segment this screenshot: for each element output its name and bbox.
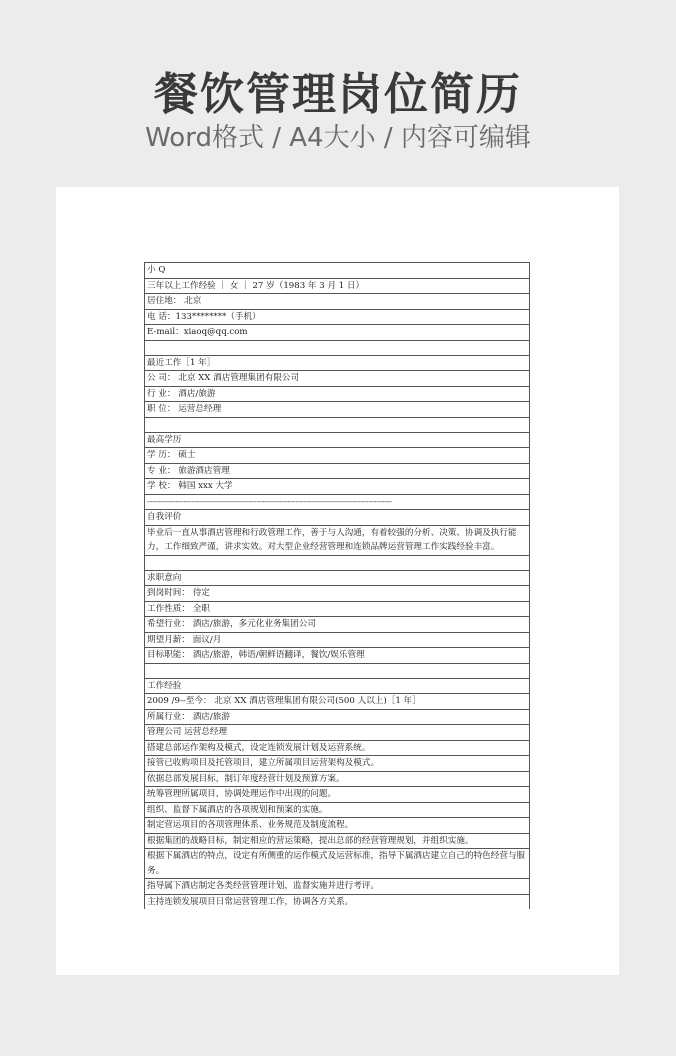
target-function-row: 目标职能： 酒店/旅游，韩语/朝鲜语翻译，餐饮/娱乐管理 xyxy=(144,647,530,663)
phone-row: 电 话：133********（手机） xyxy=(144,309,530,325)
recent-industry-row: 行 业： 酒店/旅游 xyxy=(144,386,530,402)
experience-title-row: 管理公司 运营总经理 xyxy=(144,724,530,740)
degree-row: 学 历： 硕士 xyxy=(144,447,530,463)
salary-row: 期望月薪： 面议/月 xyxy=(144,632,530,648)
duty-row: 接管已收购项目及托管项目，建立所属项目运营架构及模式。 xyxy=(144,755,530,771)
self-eval-text: 毕业后一直从事酒店管理和行政管理工作，善于与人沟通，有着较强的分析、决策、协调及执行能力，工作细致严谨，讲求实效。对大型企业经营管理和连锁品牌运营管理工作实践经验丰富。 xyxy=(144,525,530,555)
duty-row: 搭建总部运作架构及模式，设定连锁发展计划及运营系统。 xyxy=(144,740,530,756)
name-row: 小 Q xyxy=(144,262,530,278)
duty-row: 依据总部发展目标，制订年度经营计划及预算方案。 xyxy=(144,771,530,787)
spacer-row xyxy=(144,663,530,678)
summary-row: 三年以上工作经验 ｜ 女 ｜ 27 岁（1983 年 3 月 1 日） xyxy=(144,278,530,294)
dashed-divider: ---------------------------------------------------------------------------------------------- xyxy=(144,494,530,510)
page-subtitle: Word格式 / A4大小 / 内容可编辑 xyxy=(145,123,531,153)
spacer-row xyxy=(144,417,530,432)
residence-row: 居住地： 北京 xyxy=(144,293,530,309)
recent-company-row: 公 司： 北京 XX 酒店管理集团有限公司 xyxy=(144,370,530,386)
education-heading: 最高学历 xyxy=(144,432,530,448)
duty-row: 制定营运项目的各项管理体系、业务规范及制度流程。 xyxy=(144,817,530,833)
duty-row: 统筹管理所属项目，协调处理运作中出现的问题。 xyxy=(144,786,530,802)
spacer-row xyxy=(144,555,530,570)
desired-industry-row: 希望行业： 酒店/旅游，多元化业务集团公司 xyxy=(144,616,530,632)
job-type-row: 工作性质： 全职 xyxy=(144,601,530,617)
spacer-row xyxy=(144,340,530,355)
duty-row: 主持连锁发展项目日常运营管理工作，协调各方关系。 xyxy=(144,894,530,910)
arrival-row: 到岗时间： 待定 xyxy=(144,585,530,601)
email-row: E-mail：xiaoq@qq.com xyxy=(144,324,530,340)
experience-industry-row: 所属行业： 酒店/旅游 xyxy=(144,709,530,725)
duty-row: 组织、监督下属酒店的各项规划和预案的实施。 xyxy=(144,802,530,818)
experience-heading: 工作经验 xyxy=(144,678,530,694)
duty-row: 根据集团的战略目标，制定相应的营运策略，提出总部的经营管理规划，并组织实施。 xyxy=(144,833,530,849)
recent-job-heading: 最近工作［1 年］ xyxy=(144,355,530,371)
self-eval-heading: 自我评价 xyxy=(144,509,530,525)
duty-row: 指导属下酒店制定各类经营管理计划，监督实施并进行考评。 xyxy=(144,878,530,894)
major-row: 专 业： 旅游酒店管理 xyxy=(144,463,530,479)
experience-period-row: 2009 /9--至今： 北京 XX 酒店管理集团有限公司(500 人以上)［1 年］ xyxy=(144,693,530,709)
school-row: 学 校： 韩国 xxx 大学 xyxy=(144,478,530,494)
page-title: 餐饮管理岗位简历 xyxy=(154,69,522,120)
intention-heading: 求职意向 xyxy=(144,570,530,586)
resume-table xyxy=(144,262,530,909)
recent-position-row: 职 位： 运营总经理 xyxy=(144,401,530,417)
duty-row: 根据下属酒店的特点，设定有所侧重的运作模式及运营标准，指导下属酒店建立自己的特色经营与服务。 xyxy=(144,848,530,878)
